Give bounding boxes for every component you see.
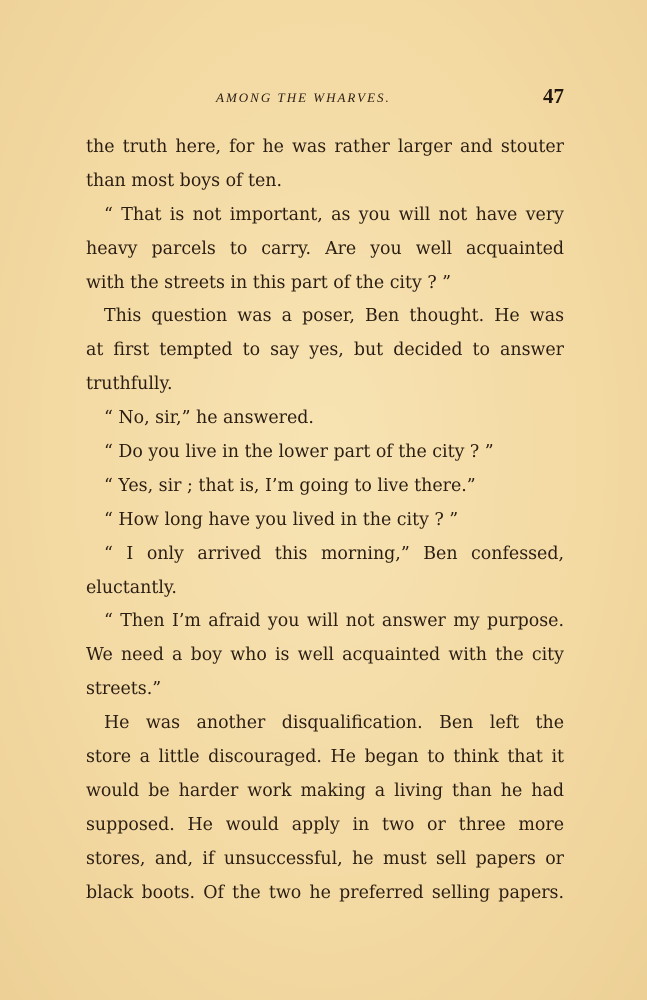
text-line: “ How long have you lived in the city ? ” — [104, 509, 459, 530]
page-header — [86, 86, 564, 112]
text-line: He was another disqualification. Ben left the — [104, 713, 564, 734]
text-line: with the streets in this part of the city ? ” — [86, 272, 452, 293]
text-line: “ I only arrived this morning,” Ben confessed, — [104, 543, 564, 564]
text-line: “ Do you live in the lower part of the city ? ” — [104, 442, 494, 463]
text-line: supposed. He would apply in two or three more — [86, 814, 564, 835]
text-line: “ Yes, sir ; that is, I’m going to live there.” — [104, 475, 476, 496]
body-text — [86, 131, 564, 910]
running-head: AMONG THE WHARVES. — [216, 90, 391, 105]
text-line: This question was a poser, Ben thought. He was — [104, 306, 564, 327]
text-line: truthfully. — [86, 374, 173, 395]
text-line: heavy parcels to carry. Are you well acquainted — [86, 238, 564, 259]
page-number: 47 — [543, 84, 564, 108]
text-line: store a little discouraged. He began to think that it — [86, 747, 564, 768]
text-line: streets.” — [86, 679, 162, 700]
text-line: “ No, sir,” he answered. — [104, 408, 314, 429]
text-line: “ Then I’m afraid you will not answer my purpose. — [104, 611, 564, 632]
text-line: eluctantly. — [86, 577, 177, 598]
text-line: at first tempted to say yes, but decided to answer — [86, 340, 564, 361]
text-line: stores, and, if unsuccessful, he must sell papers or — [86, 848, 564, 869]
text-line: We need a boy who is well acquainted with the city — [86, 645, 564, 666]
text-line: would be harder work making a living than he had — [86, 780, 564, 801]
text-line: “ That is not important, as you will not have very — [104, 204, 564, 225]
text-line: than most boys of ten. — [86, 170, 283, 191]
text-line: black boots. Of the two he preferred selling papers. — [86, 882, 564, 903]
text-line: the truth here, for he was rather larger and stouter — [86, 137, 564, 157]
